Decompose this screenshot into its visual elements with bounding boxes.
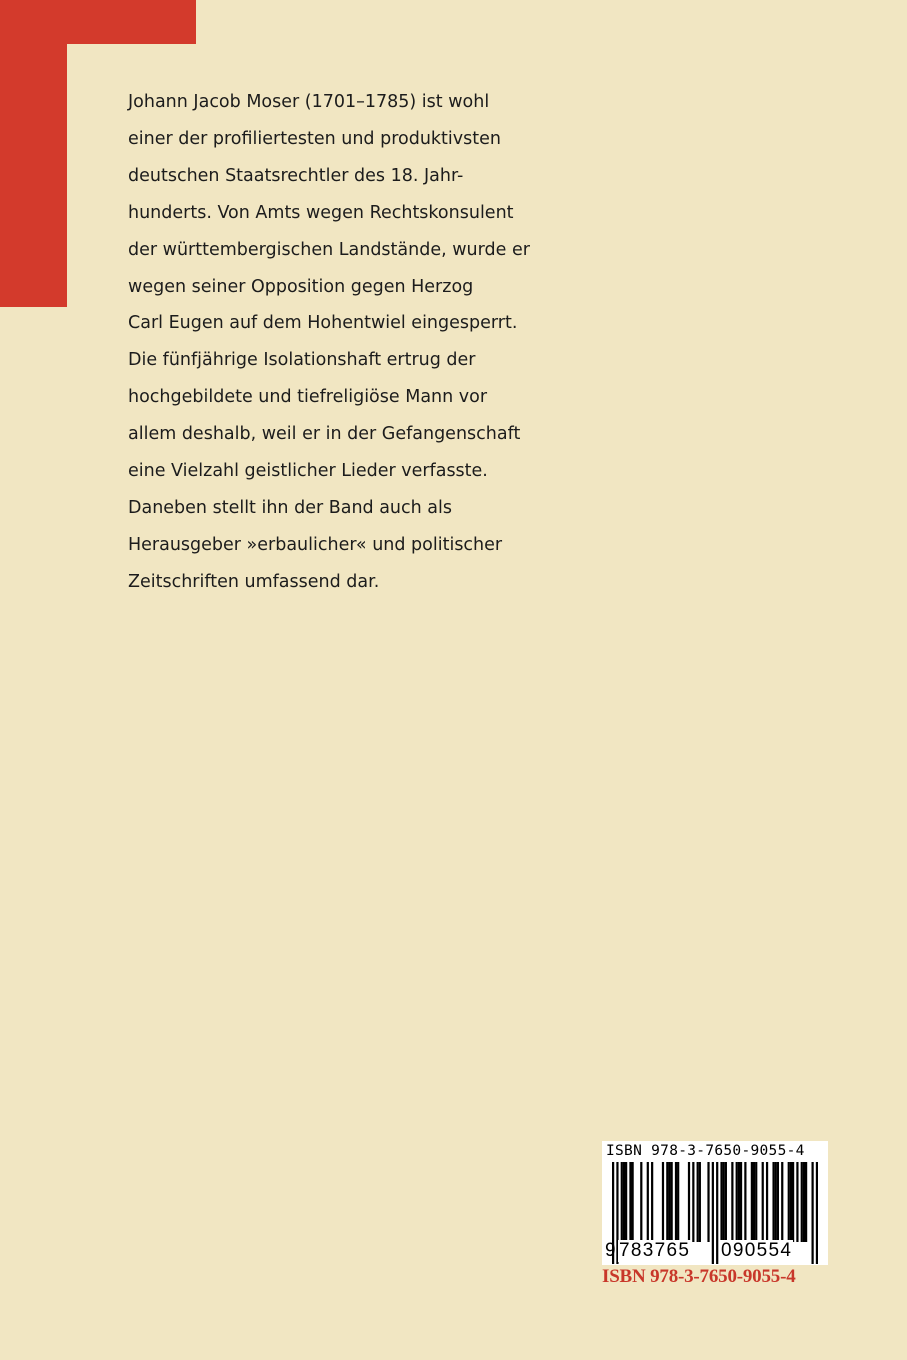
barcode-bar xyxy=(788,1162,790,1242)
barcode-bar xyxy=(629,1162,631,1242)
barcode-bar xyxy=(666,1162,668,1242)
blurb-line: hochgebildete und tiefreligiöse Mann vor xyxy=(128,387,488,408)
isbn-number: ISBN 978-3-7650-9055-4 xyxy=(602,1266,796,1287)
barcode-bar xyxy=(744,1162,746,1242)
barcode-bar xyxy=(688,1162,690,1242)
barcode-bar xyxy=(621,1162,623,1242)
barcode-bar xyxy=(772,1162,774,1242)
barcode-bar xyxy=(677,1162,679,1242)
barcode-bar xyxy=(762,1162,764,1242)
blurb-line: allem deshalb, weil er in der Gefangenschaft xyxy=(128,424,521,445)
barcode-bar xyxy=(720,1162,722,1242)
barcode-bar xyxy=(777,1162,779,1242)
blurb-line: eine Vielzahl geistlicher Lieder verfasste. xyxy=(128,461,488,482)
barcode-bar xyxy=(792,1162,794,1242)
blurb-line: wegen seiner Opposition gegen Herzog xyxy=(128,276,474,297)
barcode-bar xyxy=(632,1162,634,1242)
barcode-bar xyxy=(755,1162,757,1242)
isbn-barcode xyxy=(602,1141,828,1265)
blurb-line: deutschen Staatsrechtler des 18. Jahr- xyxy=(128,165,464,186)
barcode-bar xyxy=(801,1162,803,1242)
barcode-bar xyxy=(707,1162,709,1242)
blurb-line: Herausgeber »erbaulicher« und politischer xyxy=(128,534,503,555)
barcode-bar xyxy=(675,1162,677,1242)
barcode-bar xyxy=(699,1162,701,1242)
barcode-bar xyxy=(781,1162,783,1242)
barcode-bar xyxy=(647,1162,649,1242)
barcode-bar xyxy=(692,1162,694,1242)
barcode-bar xyxy=(662,1162,664,1242)
barcode-digits-left: 783765 xyxy=(619,1240,691,1261)
barcode-digits-right: 090554 xyxy=(721,1240,793,1261)
barcode-bar xyxy=(738,1162,740,1242)
barcode-bar xyxy=(651,1162,653,1242)
barcode-bar xyxy=(766,1162,768,1242)
barcode-bar xyxy=(671,1162,673,1242)
barcode-bar xyxy=(725,1162,727,1242)
blurb-line: Carl Eugen auf dem Hohentwiel eingesperrt. xyxy=(128,313,518,334)
barcode-bar xyxy=(640,1162,642,1242)
blurb-line: einer der profiliertesten und produktivsten xyxy=(128,128,501,149)
barcode-bar xyxy=(796,1162,798,1242)
blurb-line: der württembergischen Landstände, wurde er xyxy=(128,239,530,260)
barcode-bar xyxy=(775,1162,777,1242)
barcode-bar xyxy=(736,1162,738,1242)
barcode-bar xyxy=(723,1162,725,1242)
blurb-line: hunderts. Von Amts wegen Rechtskonsulent xyxy=(128,202,514,223)
blurb-line: Zeitschriften umfassend dar. xyxy=(128,571,380,592)
barcode-bar xyxy=(623,1162,625,1242)
barcode-bar xyxy=(790,1162,792,1242)
red-accent-bar-left xyxy=(0,0,67,307)
barcode-bar xyxy=(751,1162,753,1242)
barcode-bar xyxy=(740,1162,742,1242)
barcode-bar xyxy=(803,1162,805,1242)
barcode-bar xyxy=(753,1162,755,1242)
back-cover-blurb xyxy=(128,84,548,601)
barcode-bar xyxy=(625,1162,627,1242)
blurb-line: Johann Jacob Moser (1701–1785) ist wohl xyxy=(128,92,490,112)
barcode-bar xyxy=(805,1162,807,1242)
barcode-bar xyxy=(668,1162,670,1242)
barcode-digit-lead: 9 xyxy=(605,1240,616,1261)
barcode-isbn-label: ISBN 978-3-7650-9055-4 xyxy=(606,1143,805,1159)
blurb-line: Die fünfjährige Isolationshaft ertrug der xyxy=(128,350,476,371)
blurb-line: Daneben stellt ihn der Band auch als xyxy=(128,497,453,518)
barcode-bar xyxy=(731,1162,733,1242)
barcode-digits xyxy=(602,1240,828,1264)
barcode-bar xyxy=(697,1162,699,1242)
